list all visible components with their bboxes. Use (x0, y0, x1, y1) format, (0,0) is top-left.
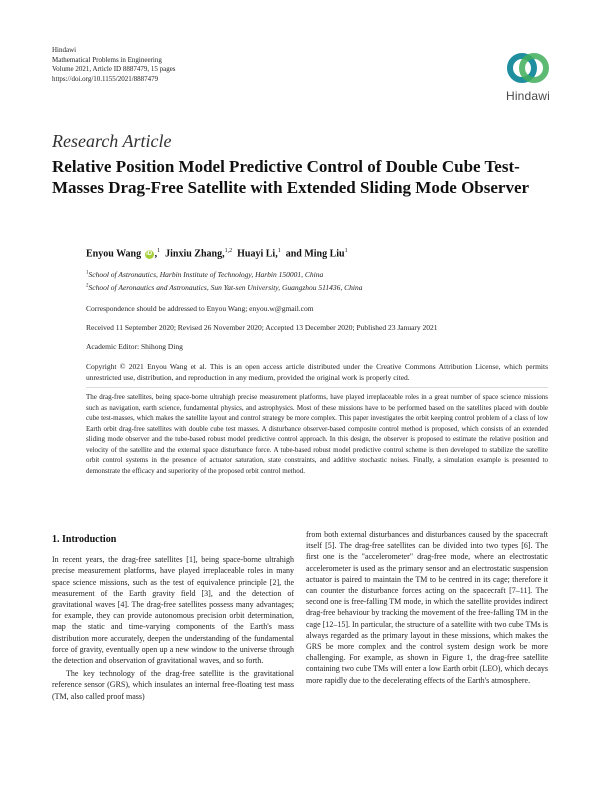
affiliation-2: $^2$School of Aeronautics and Astronautics, Sun Yat-sen University, Guangzhou 511436, China (86, 283, 363, 292)
author-joiner-and: and (285, 248, 302, 260)
correspondence: Correspondence should be addressed to Enyou Wang; enyou.w@gmail.com (86, 304, 314, 313)
paper-title: Relative Position Model Predictive Control of Double Cube Test-Masses Drag-Free Satellite with Extended Sliding Mode Observer (52, 157, 530, 197)
author-affil-mark: 1,2 (224, 248, 233, 254)
intro-column-right (306, 529, 548, 686)
journal-header (52, 46, 176, 84)
publication-dates: Received 11 September 2020; Revised 26 November 2020; Accepted 13 December 2020; Published 23 January 2021 (86, 323, 438, 332)
publisher-name: Hindawi (52, 46, 77, 54)
intro-column-left (52, 534, 294, 702)
abstract: The drag-free satellites, being space-borne ultrahigh precise measurement platforms, have played irreplaceable roles in a great number of space science missions such as navigation, earth science, fundamental physics, and astrophysics. Most of these missions have to be performed based on the satellites placed with double cube test-masses, which makes the satellite layout and control strategy be more complex. This paper investigates the orbit keeping control problem of a class of low Earth orbit drag-free satellites with double cube test masses. A disturbance observer-based composite control method is proposed, which consists of an extended sliding mode observer and the tube-based robust model predictive control approach. In this design, the observer is proposed to estimate the relative position and velocity of the satellite and the external space disturbance force. A tube-based robust model predictive control scheme is then developed to stabilize the satellite orbit control systems in the presence of actuator saturation, state constraints, and additive stochastic noises. Finally, a simulation example is presented to demonstrate the efficacy and superiority of the proposed orbit control method. (86, 393, 548, 475)
section-heading: 1. Introduction (52, 534, 117, 545)
paragraph: The key technology of the drag-free satellite is the gravitational reference sensor (GRS), which insulates an internal free-floating test mass (TM, also called proof mass) (52, 669, 294, 701)
academic-editor: Academic Editor: Shihong Ding (86, 342, 183, 351)
volume-info: Volume 2021, Article ID 8887479, 15 pages (52, 65, 176, 74)
doi-link[interactable]: https://doi.org/10.1155/2021/8887479 (52, 74, 159, 83)
author-name: Huayi Li (237, 248, 276, 260)
logo-wordmark: Hindawi (505, 89, 551, 103)
orcid-icon[interactable]: iD (146, 251, 153, 258)
author-affil-mark: 1 (344, 248, 348, 254)
hindawi-logo (498, 48, 558, 103)
author-name: Ming Liu (304, 248, 345, 260)
journal-name: Mathematical Problems in Engineering (52, 55, 162, 64)
author-affil-mark: 1 (277, 248, 281, 254)
author-name: Enyou Wang (86, 248, 142, 260)
article-type: Research Article (52, 131, 172, 151)
hindawi-logo-icon (505, 48, 551, 88)
affiliation-1: $^1$School of Astronautics, Harbin Institute of Technology, Harbin 150001, China (86, 270, 324, 279)
author-affil-mark: 1 (157, 248, 161, 254)
author-name: Jinxiu Zhang (165, 248, 223, 260)
author-list: Enyou Wang iD ,$^1$ Jinxiu Zhang,$^{1,2}$ Huayi Li,$^1$ and Ming Liu$^1$ (86, 248, 348, 260)
abstract-divider (86, 387, 548, 388)
paragraph: In recent years, the drag-free satellites [1], being space-borne ultrahigh precise measurement platforms, have played irreplaceable roles in many space science missions, such as the test of equivalence principle [2], the measurement of the Earth gravity field [3], and the detection of gravitational waves [4]. The drag-free satellites possess many advantages; for example, they can provide autonomous precision orbit determination, map the static and time-varying components of the Earth's mass distribution more accurately, deepen the understanding of the fundamental force of gravity, eventually open up a new window to the universe through the detection and observation of gravitational waves, and so forth. (52, 555, 294, 666)
paragraph: from both external disturbances and disturbances caused by the spacecraft itself [5]. The drag-free satellites can be divided into two types [6]. The first one is the "accelerometer" drag-free mode, where an electrostatic accelerometer is used as the primary sensor and an electrostatic suspension actuator is paired to maintain the TM to be centred in its cage; therefore it can counter the disturbance forces acting on the spacecraft [7–11]. The second one is free-falling TM mode, in which the satellite provides indirect drag-free behaviour by tracking the movement of the free-falling TM in the cage [12–15]. In particular, the structure of a satellite with two cube TMs is always regarded as the primary layout in these missions, which makes the GRS be more complex and the control system design work be more challenging. For example, as shown in Figure 1, the drag-free satellite containing two cube TMs will enter a low Earth orbit (LEO), which decays more rapidly due to the decelerating effects of the Earth's atmosphere. (306, 530, 548, 685)
copyright-notice: Copyright © 2021 Enyou Wang et al. This is an open access article distributed under the Creative Commons Attribution License, which permits unrestricted use, distribution, and reproduction in any medium, provided the original work is properly cited. (86, 362, 548, 382)
